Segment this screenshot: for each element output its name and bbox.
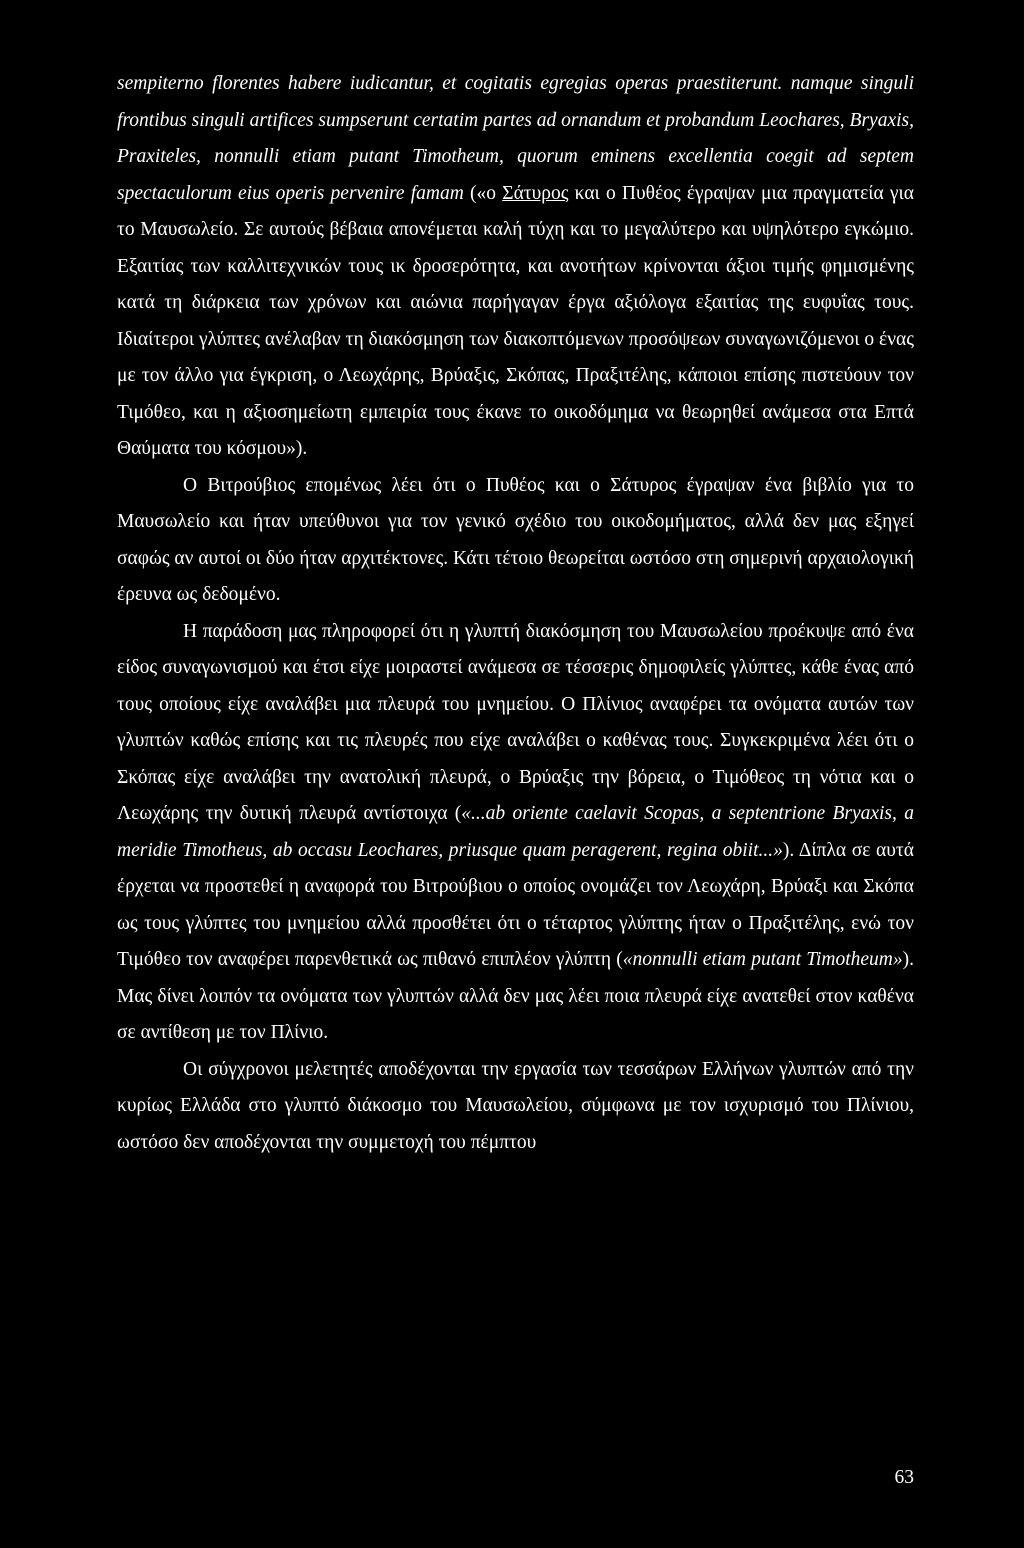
text-run: («ο bbox=[463, 182, 503, 204]
body-text bbox=[117, 66, 914, 1161]
text-run: Ο Βιτρούβιος επομένως λέει ότι ο Πυθέος και ο Σάτυρος έγραψαν ένα βιβλίο για το Μαυσωλείο και ήταν υπεύθυνοι για τον γενικό σχέδιο του οικοδομήματος, αλλά δεν μας εξηγεί σαφώς αν αυτοί οι δύο ήταν αρχιτέκτονες. Κάτι τέτοιο θεωρείται ωστόσο στη σημερινή αρχαιολογική έρευνα ως δεδομένο. bbox=[117, 474, 914, 605]
paragraph-2 bbox=[117, 468, 914, 614]
page-number: 63 bbox=[894, 1467, 914, 1488]
paragraph-3 bbox=[117, 614, 914, 1052]
paragraph-4 bbox=[117, 1052, 914, 1162]
text-run: και ο Πυθέος έγραψαν μια πραγματεία για το Μαυσωλείο. Σε αυτούς βέβαια απονέμεται καλή τύχη και το μεγαλύτερο και υψηλότερο εγκώμιο. Εξαιτίας των καλλιτεχνικών τους ικ δροσερότητα, και ανοτήτων κρίνονται άξιοι τιμής φημισμένης κατά τη διάρκεια των χρόνων και αιώνια παρήγαγαν έργα αξιόλογα εξαιτίας της ευφυΐας τους. Ιδιαίτεροι γλύπτες ανέλαβαν τη διακόσμηση των διακοπτόμενων προσόψεων συναγωνιζόμενοι ο ένας με τον άλλο για έγκριση, ο Λεωχάρης, Βρύαξις, Σκόπας, Πραξιτέλης, κάποιοι επίσης πιστεύουν τον Τιμόθεο, και η αξιοσημείωτη εμπειρία τους έκανε το οικοδόμημα να θεωρηθεί ανάμεσα στα Επτά Θαύματα του κόσμου»). bbox=[117, 182, 915, 459]
underlined-word: Σάτυρος bbox=[502, 182, 569, 204]
text-run: ). Μας δίνει λοιπόν τα ονόματα των γλυπτών αλλά δεν μας λέει ποια πλευρά είχε ανατεθεί στον καθένα σε αντίθεση με τον Πλίνιο. bbox=[117, 949, 915, 1043]
latin-quote: sempiterno florentes habere iudicantur, et cogitatis egregias operas praestiterunt. namque singuli frontibus singuli artifices sumpserunt certatim partes ad ornandum et probandum Leochares, Bryaxis, Praxiteles, nonnulli etiam putant Timotheum, quorum eminens excellentia coegit ad septem spectaculorum eius operis pervenire famam bbox=[117, 73, 914, 204]
latin-quote: «...ab oriente caelavit Scopas, a septentrione Bryaxis, a meridie Timotheus, ab occasu Leochares, priusque quam peragerent, regina obiit...» bbox=[117, 803, 914, 861]
text-run: Οι σύγχρονοι μελετητές αποδέχονται την εργασία των τεσσάρων Ελλήνων γλυπτών από την κυρίως Ελλάδα στο γλυπτό διάκοσμο του Μαυσωλείου, σύμφωνα με τον ισχυρισμό του Πλίνιου, ωστόσο δεν αποδέχονται την συμμετοχή του πέμπτου bbox=[117, 1058, 914, 1153]
latin-quote: «nonnulli etiam putant Timotheum» bbox=[622, 949, 903, 970]
text-run: Η παράδοση μας πληροφορεί ότι η γλυπτή διακόσμηση του Μαυσωλείου προέκυψε από ένα είδος συναγωνισμού και έτσι είχε μοιραστεί ανάμεσα σε τέσσερις δημοφιλείς γλύπτες, κάθε ένας από τους οποίους είχε αναλάβει μια πλευρά του μνημείου. Ο Πλίνιος αναφέρει τα ονόματα αυτών των γλυπτών καθώς επίσης και τις πλευρές που είχε αναλάβει ο καθένας τους. Συγκεκριμένα λέει ότι ο Σκόπας είχε αναλάβει την ανατολική πλευρά, ο Βρύαξις την βόρεια, ο Τιμόθεος τη νότια και ο Λεωχάρης την δυτική πλευρά αντίστοιχα ( bbox=[117, 620, 914, 824]
paragraph-1 bbox=[117, 66, 914, 468]
text-run: ). Δίπλα σε αυτά έρχεται να προστεθεί η αναφορά του Βιτρούβιου ο οποίος ονομάζει τον Λεωχάρη, Βρύαξι και Σκόπα ως τους γλύπτες του μνημείου αλλά προσθέτει ότι ο τέταρτος γλύπτης ήταν ο Πραξιτέλης, ενώ τον Τιμόθεο τον αναφέρει παρενθετικά ως πιθανό επιπλέον γλύπτη ( bbox=[117, 839, 914, 970]
